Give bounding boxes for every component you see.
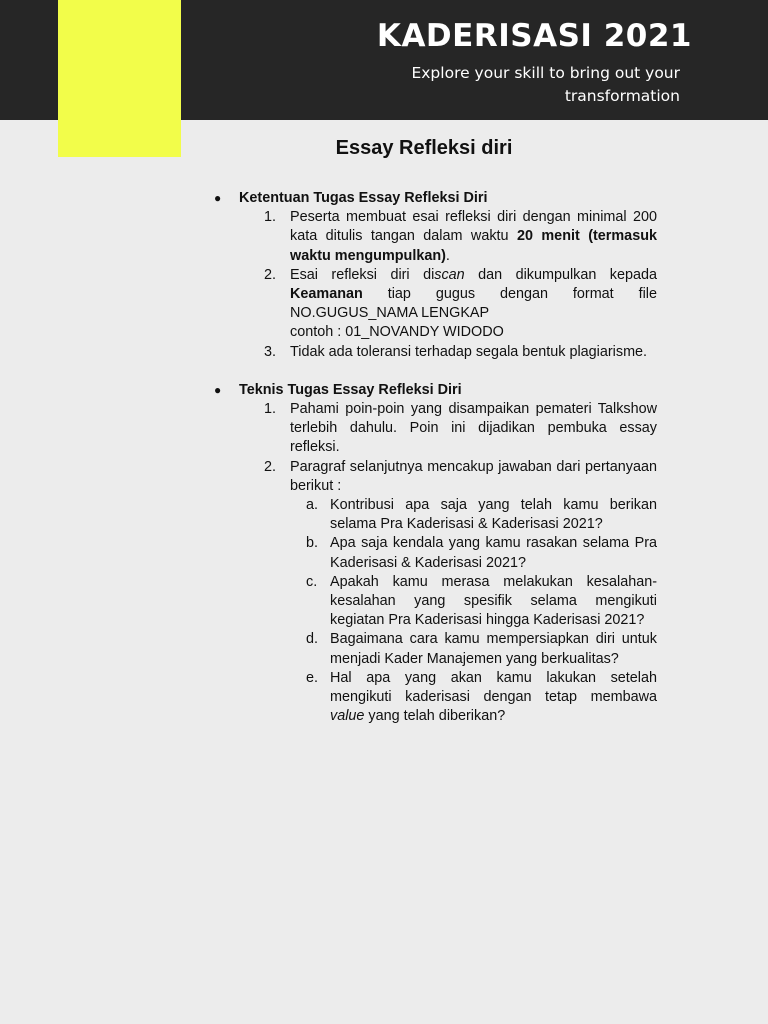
section-body [239,189,657,362]
document-title: Essay Refleksi diri [335,137,513,159]
sub-list-letter: d. [306,631,319,648]
list-number: 2. [264,458,277,475]
list-item [239,458,657,496]
list-item-text: Paragraf selanjutnya mencakup jawaban dari pertanyaan berikut : [290,458,657,494]
sub-list-letter: e. [306,669,319,686]
sub-list-text: Bagaimana cara kamu mempersiapkan diri untuk menjadi Kader Manajemen yang berkualitas? [330,631,657,667]
sub-list-item [306,669,657,727]
example-text: contoh : 01_NOVANDY WIDODO [290,324,504,341]
list-item [239,400,657,458]
section-teknis [214,381,657,727]
sub-list-item [306,573,657,631]
sub-list-letter: b. [306,535,319,552]
list-item [239,208,657,266]
sub-list-text: Apakah kamu merasa melakukan kesalahan-kesalahan yang spesifik selama mengikuti kegiatan Pra Kaderisasi hingga Kaderisasi 2021? [330,573,657,629]
italic-text: scan [434,266,465,283]
emphasis-text: 20 menit (termasuk waktu mengumpulkan) [290,228,657,264]
list-item-text: Pahami poin-poin yang disampaikan pemateri Talkshow terlebih dahulu. Poin ini dijadikan pembuka essay refleksi. [290,401,657,456]
sub-list-item [306,534,657,572]
header-title: KADERISASI 2021 [376,18,692,54]
list-item [239,343,657,362]
document-body [214,189,657,726]
list-number: 2. [264,266,277,283]
list-number: 1. [264,401,277,418]
sub-list-item [306,630,657,668]
sub-list-text: Kontribusi apa saja yang telah kamu berikan selama Pra Kaderisasi & Kaderisasi 2021? [330,497,657,533]
accent-block [58,0,181,157]
list-item-text: Esai refleksi diri discan dan dikumpulkan kepada Keamanan tiap gugus dengan format file NO.GUGUS_NAMA LENGKAP contoh : 01_NOVANDY WIDODO [290,266,657,343]
section-heading: Ketentuan Tugas Essay Refleksi Diri [239,190,488,206]
sub-list-letter: a. [306,497,319,514]
section-heading: Teknis Tugas Essay Refleksi Diri [239,381,462,398]
header-tagline: Explore your skill to bring out your transformation [411,64,680,105]
bullet-icon: ● [214,191,222,205]
list-item [239,266,657,343]
list-number: 3. [264,343,277,360]
bullet-icon: ● [214,382,222,397]
section-body [239,381,657,727]
section-ketentuan [214,189,657,362]
emphasis-text: Keamanan [290,286,363,303]
list-item-text: Peserta membuat esai refleksi diri dengan minimal 200 kata ditulis tangan dalam waktu 20 menit (termasuk waktu mengumpulkan). [290,209,657,264]
sub-list-letter: c. [306,573,318,590]
sub-list-text: Apa saja kendala yang kamu rasakan selama Pra Kaderisasi & Kaderisasi 2021? [330,535,657,571]
sub-list-text: Hal apa yang akan kamu lakukan setelah mengikuti kaderisasi dengan tetap membawa value yang telah diberikan? [330,669,657,725]
list-item-text: Tidak ada toleransi terhadap segala bentuk plagiarisme. [290,343,648,360]
italic-text: value [330,708,365,725]
list-number: 1. [264,209,277,226]
sub-list-item [306,496,657,534]
